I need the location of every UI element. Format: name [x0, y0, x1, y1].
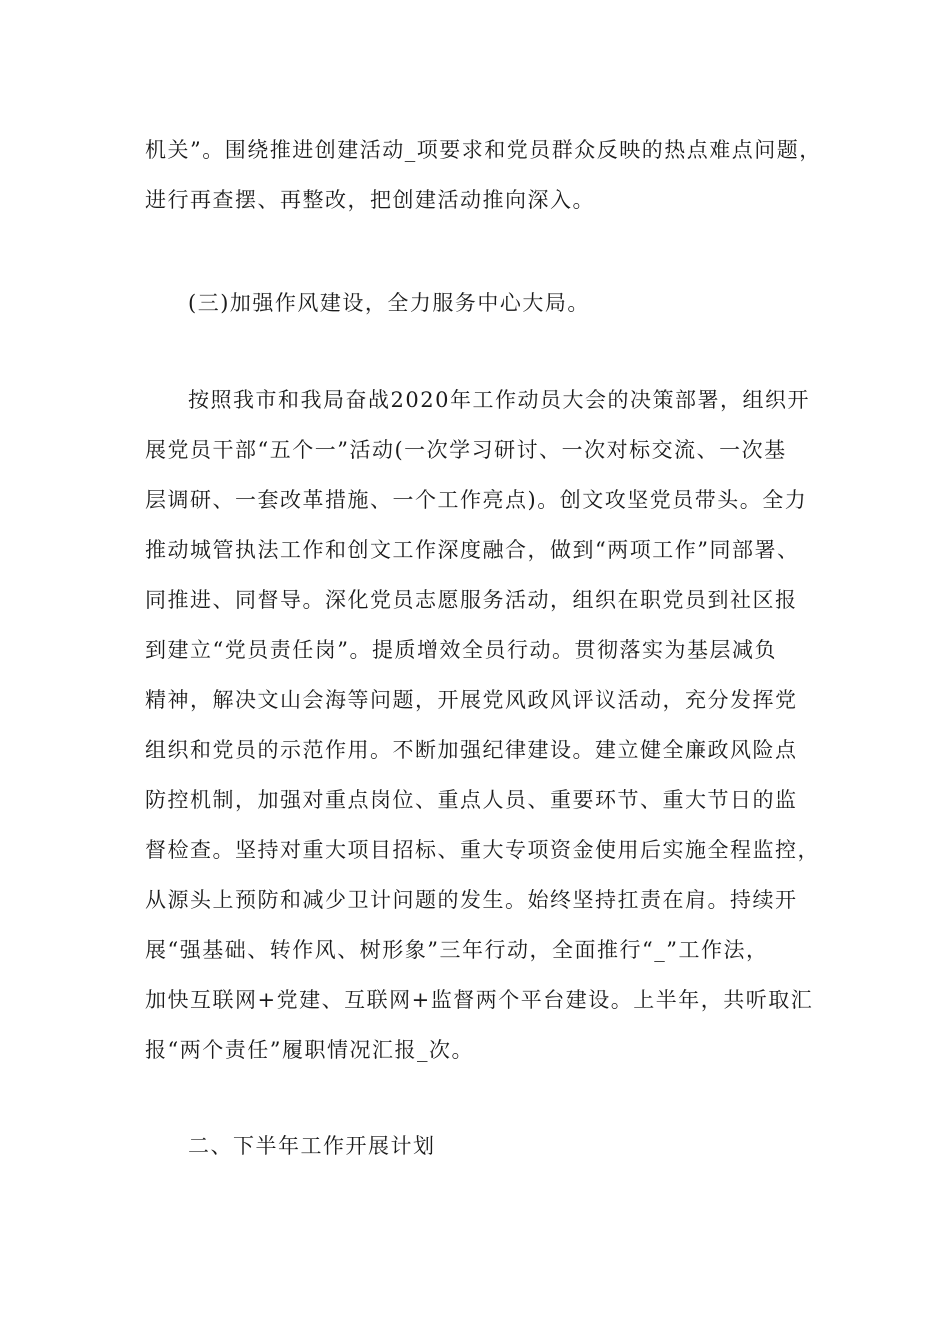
paragraph-line: 按照我市和我局奋战2020年工作动员大会的决策部署，组织开: [188, 388, 810, 412]
paragraph-line: 同推进、同督导。深化党员志愿服务活动，组织在职党员到社区报: [145, 588, 798, 612]
paragraph-line: 进行再查摆、再整改，把创建活动推向深入。: [145, 188, 595, 212]
section-heading: (三)加强作风建设，全力服务中心大局。: [188, 291, 590, 315]
paragraph-line: 展党员干部“五个一”活动(一次学习研讨、一次对标交流、一次基: [145, 438, 787, 462]
paragraph-line: 加快互联网+党建、互联网+监督两个平台建设。上半年，共听取汇: [145, 988, 814, 1012]
paragraph-line: 督检查。坚持对重大项目招标、重大专项资金使用后实施全程监控，: [145, 838, 820, 862]
paragraph-line: 展“强基础、转作风、树形象”三年行动，全面推行“_”工作法，: [145, 938, 769, 962]
paragraph-line: 到建立“党员责任岗”。提质增效全员行动。贯彻落实为基层减负: [145, 638, 777, 662]
paragraph-line: 层调研、一套改革措施、一个工作亮点)。创文攻坚党员带头。全力: [145, 488, 808, 512]
paragraph-line: 精神，解决文山会海等问题，开展党风政风评议活动，充分发挥党: [145, 688, 798, 712]
section-heading: 二、下半年工作开展计划: [188, 1134, 436, 1158]
paragraph-line: 组织和党员的示范作用。不断加强纪律建设。建立健全廉政风险点: [145, 738, 798, 762]
paragraph-line: 推动城管执法工作和创文工作深度融合，做到“两项工作”同部署、: [145, 538, 800, 562]
paragraph-line: 防控机制，加强对重点岗位、重点人员、重要环节、重大节日的监: [145, 788, 798, 812]
paragraph-line: 报“两个责任”履职情况汇报_次。: [145, 1038, 474, 1062]
paragraph-line: 机关”。围绕推进创建活动_项要求和党员群众反映的热点难点问题，: [145, 138, 822, 162]
paragraph-line: 从源头上预防和减少卫计问题的发生。始终坚持扛责在肩。持续开: [145, 888, 798, 912]
